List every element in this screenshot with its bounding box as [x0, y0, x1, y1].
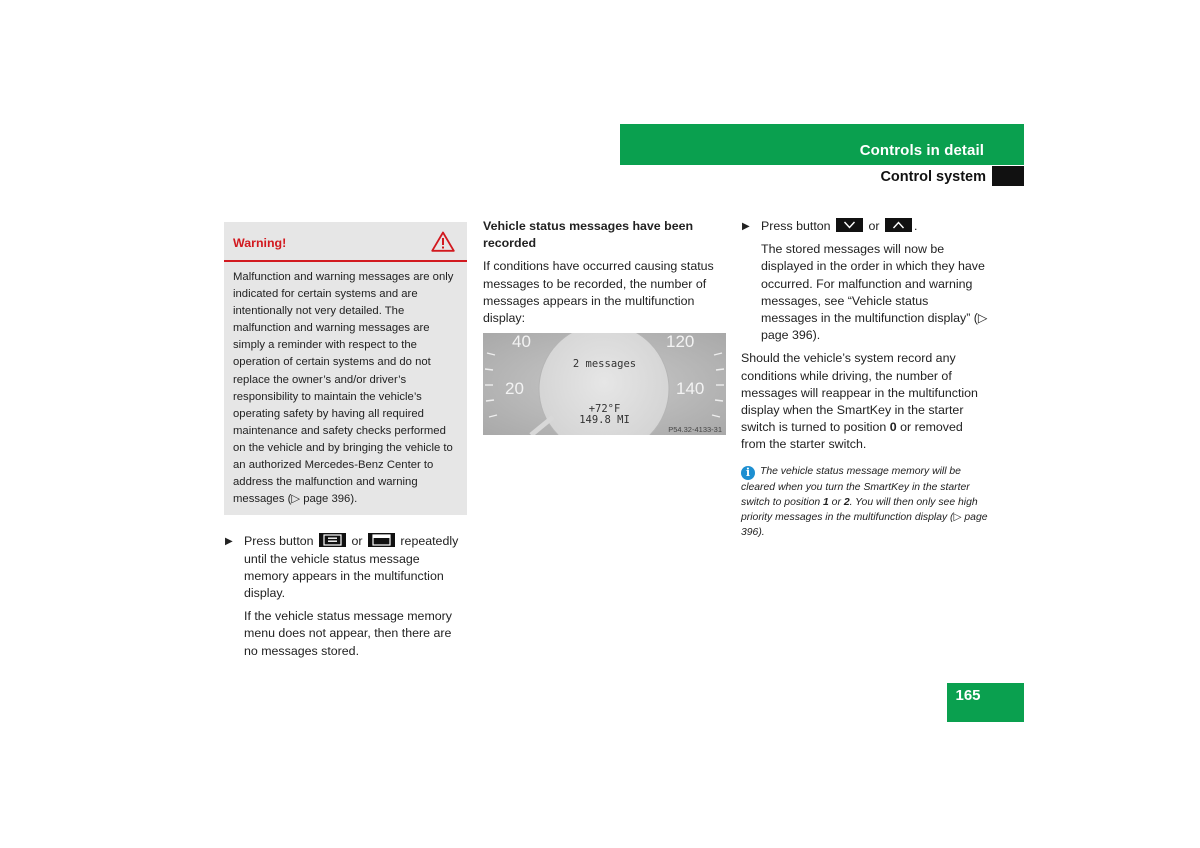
step-press-button — [224, 533, 467, 602]
step-suffix: . — [913, 219, 918, 233]
up-arrow-button-icon — [885, 218, 912, 232]
step-or: or — [868, 219, 880, 233]
reappear-text-b: or removed from the starter switch. — [741, 420, 963, 452]
section-heading: Vehicle status messages have been recorded — [483, 219, 694, 251]
info-or: or — [828, 496, 844, 508]
speed-label-120: 120 — [666, 333, 695, 352]
page-number: 165 — [955, 687, 981, 704]
display-odometer: 149.8 MI — [579, 414, 630, 427]
info-note — [741, 464, 988, 540]
warning-header — [224, 222, 467, 262]
display-prev-button-icon — [368, 533, 395, 547]
warning-title: Warning! — [233, 236, 287, 250]
column-left — [224, 222, 467, 660]
subsection-title: Control system — [880, 169, 986, 185]
info-text-a: The vehicle status message memory will be cleared when you turn the SmartKey in the starter switch to position — [741, 465, 970, 508]
figure-code: P54.32-4133-31 — [668, 425, 722, 435]
intro-paragraph: If conditions have occurred causing status messages to be recorded, the number of messages appears in the multifunction display: — [483, 259, 714, 326]
header-band — [620, 124, 1024, 165]
step-detail: The stored messages will now be displayed in the order in which they have occurred. For malfunction and warning messages, see “Vehicle status messages in the multifunction display” (▷ page 396). — [761, 242, 988, 343]
bullet-arrow-icon: ▶ — [742, 221, 750, 232]
display-message: 2 messages — [572, 358, 637, 371]
bullet-arrow-icon: ▶ — [225, 536, 233, 548]
step-prefix: Press button — [761, 219, 831, 233]
no-messages-note: If the vehicle status message memory menu does not appear, then there are no messages stored. — [244, 609, 452, 658]
column-middle — [483, 218, 727, 435]
info-text-b: . You will then only see high priority messages in the multifunction display (▷ page 396). — [741, 496, 988, 538]
warning-triangle-icon — [431, 231, 455, 252]
warning-box — [224, 222, 467, 515]
position-0: 0 — [889, 420, 897, 435]
display-next-button-icon — [319, 533, 346, 547]
speed-label-20: 20 — [505, 379, 524, 399]
step-prefix: Press button — [244, 534, 314, 549]
speed-label-140: 140 — [676, 379, 705, 399]
reappear-text-a: Should the vehicle’s system record any conditions while driving, the number of messages will reappear in the multifunction display when the SmartKey in the starter switch is turned to position — [741, 351, 978, 435]
page-number-box — [947, 683, 1024, 722]
info-icon: i — [741, 466, 755, 480]
step-suffix: repeatedly until the vehicle status message memory appears in the multifunction display. — [244, 534, 459, 600]
step-or: or — [351, 534, 363, 549]
display-temperature: +72°F — [588, 403, 621, 416]
section-title: Controls in detail — [859, 142, 984, 159]
speed-label-40: 40 — [512, 333, 531, 352]
info-position-2: 2 — [843, 496, 850, 508]
down-arrow-button-icon — [836, 218, 863, 232]
reappear-paragraph — [741, 350, 988, 453]
column-right — [741, 218, 988, 540]
multifunction-display-image — [483, 333, 726, 435]
header-marker — [992, 166, 1024, 186]
info-position-1: 1 — [823, 496, 829, 508]
warning-text: Malfunction and warning messages are only indicated for certain systems and are intentionally not very detailed. The malfunction and warning messages are simply a reminder with respect to the operation of certain systems and do not replace the owner’s and/or driver’s responsibility to maintain the vehicle’s operating safety by having all required maintenance and safety checks performed on the vehicle and by bringing the vehicle to an authorized Mercedes-Benz Center to address the malfunction and warning messages (▷ page 396). — [233, 271, 454, 506]
step-press-arrow-button — [741, 218, 988, 344]
